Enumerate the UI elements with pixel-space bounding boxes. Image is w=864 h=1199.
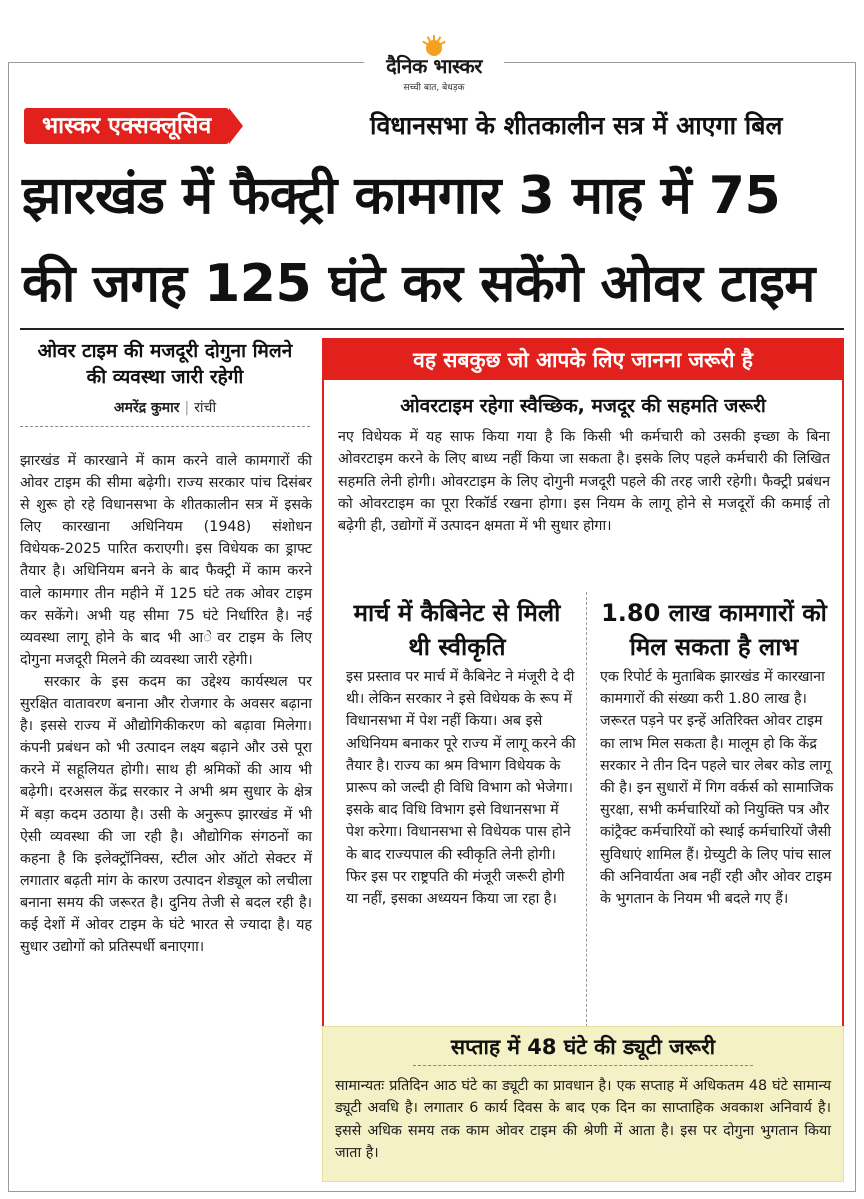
section-text-cabinet: इस प्रस्ताव पर मार्च में कैबिनेट ने मंजूरी दे दी थी। लेकिन सरकार ने इसे विधेयक के रूप में विधानसभा में पेश नहीं किया। अब इसे अधिनियम बनाकर पूरे राज्य में लागू करने की तैयार है। राज्य का श्रम विभाग विधेयक के प्रारूप को जल्दी ही विधि विभाग को भेजेगा। इसके बाद विधि विभाग इसे विधानसभा में पेश करेगा। विधानसभा से विधेयक पास होने के बाद राज्यपाल की स्वीकृति लेनी होगी। फिर इस पर राष्ट्रपति की मंजूरी जरूरी होगी या नहीं, इसका अध्ययन किया जा रहा है। bbox=[346, 669, 576, 908]
exclusive-badge: भास्कर एक्सक्लूसिव bbox=[24, 108, 229, 144]
byline: अमरेंद्र कुमार | रांची bbox=[113, 400, 217, 416]
sun-logo-icon bbox=[422, 38, 446, 52]
duty-box-text: सामान्यतः प्रतिदिन आठ घंटे का ड्यूटी का प्रावधान है। एक सप्ताह में अधिकतम 48 घंटे सामान्य ड्यूटी अवधि है। लगातार 6 कार्य दिवस के बाद एक दिन का साप्ताहिक अवकाश अनिवार्य है। इससे अधिक समय तक काम ओवर टाइम की श्रेणी में आता है। इस पर दोगुना भुगतान किया जाता है। bbox=[335, 1078, 831, 1161]
info-box bbox=[322, 338, 844, 1038]
headline-line-1: झारखंड में फैक्ट्री कामगार 3 माह में 75 bbox=[22, 166, 781, 226]
subheadline: ओवर टाइम की मजदूरी दोगुना मिलने की व्यवस्था जारी रहेगी bbox=[37, 340, 293, 388]
info-box-heading: वह सबकुछ जो आपके लिए जानना जरूरी है bbox=[324, 340, 842, 380]
section-title-workers: 1.80 लाख कामगारों को मिल सकता है लाभ bbox=[601, 599, 827, 661]
duty-box-divider bbox=[413, 1065, 753, 1066]
column-divider bbox=[586, 592, 587, 1032]
section-title-overtime: ओवरटाइम रहेगा स्वैच्छिक, मजदूर की सहमति जरूरी bbox=[400, 395, 766, 417]
section-text-workers: एक रिपोर्ट के मुताबिक झारखंड में कारखाना कामगारों की संख्या करी 1.80 लाख है। जरूरत पड़ने पर इन्हें अतिरिक्त ओवर टाइम का लाभ मिल सकता है। मालूम हो कि केंद्र सरकार ने तीन दिन पहले चार लेबर कोड लागू की है। इन सुधारों में गिग वर्कर्स को सामाजिक सुरक्षा, सभी कर्मचारियों को नियुक्ति पत्र और कांट्रैक्ट कर्मचारियों को स्थाई कर्मचारियों जैसी सुविधाएं शामिल हैं। ग्रेच्युटी के लिए पांच साल की अनिवार्यता अब नहीं रही और ओवर टाइम के भुगतान के नियम भी बदले गए हैं। bbox=[600, 669, 834, 908]
dateline-place: रांची bbox=[194, 400, 217, 416]
divider bbox=[20, 328, 844, 330]
section-title-cabinet: मार्च में कैबिनेट से मिली थी स्वीकृति bbox=[353, 599, 561, 661]
kicker-text: विधानसभा के शीतकालीन सत्र में आएगा बिल bbox=[370, 111, 783, 140]
headline-line-2: की जगह 125 घंटे कर सकेंगे ओवर टाइम bbox=[22, 254, 815, 314]
brand-tagline: सच्ची बात, बेधड़क bbox=[403, 83, 465, 93]
section-text-overtime: नए विधेयक में यह साफ किया गया है कि किसी भी कर्मचारी को उसकी इच्छा के बिना ओवरटाइम करने के लिए बाध्य नहीं किया जा सकता है। इसके लिए पहले कर्मचारी की लिखित सहमति लेनी होगी। ओवरटाइम के लिए दोगुनी मजदूरी पहले की तरह जारी रहेगी। फैक्ट्री प्रबंधन को ओवरटाइम का पूरा रिकॉर्ड रखना होगा। इस नियम के लागू होने से मजदूरों की कमाई तो बढ़ेगी ही, उद्योगों में उत्पादन क्षमता में भी सुधार होगा। bbox=[338, 429, 830, 535]
article-body bbox=[20, 450, 312, 958]
body-paragraph: झारखंड में कारखाने में काम करने वाले कामगारों की ओवर टाइम की सीमा बढ़ेगी। राज्य सरकार पांच दिसंबर से शुरू हो रहे विधानसभा के शीतकालीन सत्र में इसके लिए कारखाना अधिनियम (1948) संशोधन विधेयक-2025 पारित कराएगी। इस विधेयक का ड्राफ्ट तैयार है। अधिनियम बनने के बाद फैक्ट्री में काम करने वाले कामगार तीन महीने में 125 घंटे तक ओवर टाइम कर सकेंगे। अभी यह सीमा 75 घंटे निर्धारित है। नई व्यवस्था लागू होने के बाद भी आ◌ेवर टाइम के लिए दोगुना मजदूरी मिलने की व्यवस्था जारी रहेगी। bbox=[20, 453, 312, 668]
author-name: अमरेंद्र कुमार bbox=[113, 400, 180, 416]
duty-box bbox=[322, 1026, 844, 1182]
brand-name: दैनिक भास्कर bbox=[386, 54, 482, 78]
duty-box-title: सप्ताह में 48 घंटे की ड्यूटी जरूरी bbox=[450, 1035, 716, 1059]
kicker-row bbox=[24, 108, 844, 144]
masthead bbox=[364, 38, 504, 94]
body-paragraph: सरकार के इस कदम का उद्देश्य कार्यस्थल पर सुरक्षित वातावरण बनाना और रोजगार के अवसर बढ़ाना है। इससे राज्य में औद्योगिकीकरण को बढ़ावा मिलेगा। कंपनी प्रबंधन को भी उत्पादन लक्ष्य बढ़ाने और उसे पूरा करने में सहूलियत होगी। साथ ही श्रमिकों की आय भी बढ़ेगी। दरअसल केंद्र सरकार ने अभी श्रम सुधार के क्षेत्र में बड़ा कदम उठाया है। उसी के अनुरूप झारखंड में भी ऐसी व्यवस्था की जा रही है। औद्योगिक संगठनों का कहना है कि इलेक्ट्रॉनिक्स, स्टील ओर ऑटो सेक्टर में लगातार बढ़ती मांग के कारण उत्पादन शेड्यूल को लचीला बनाना समय की जरूरत है। दुनिय तेजी से बदल रही है। कई देशों में ओवर टाइम के घंटे भारत से ज्यादा है। यह सुधार उद्योगों को प्रतिस्पर्धी बनाएगा। bbox=[20, 673, 312, 956]
byline-divider bbox=[20, 426, 310, 427]
